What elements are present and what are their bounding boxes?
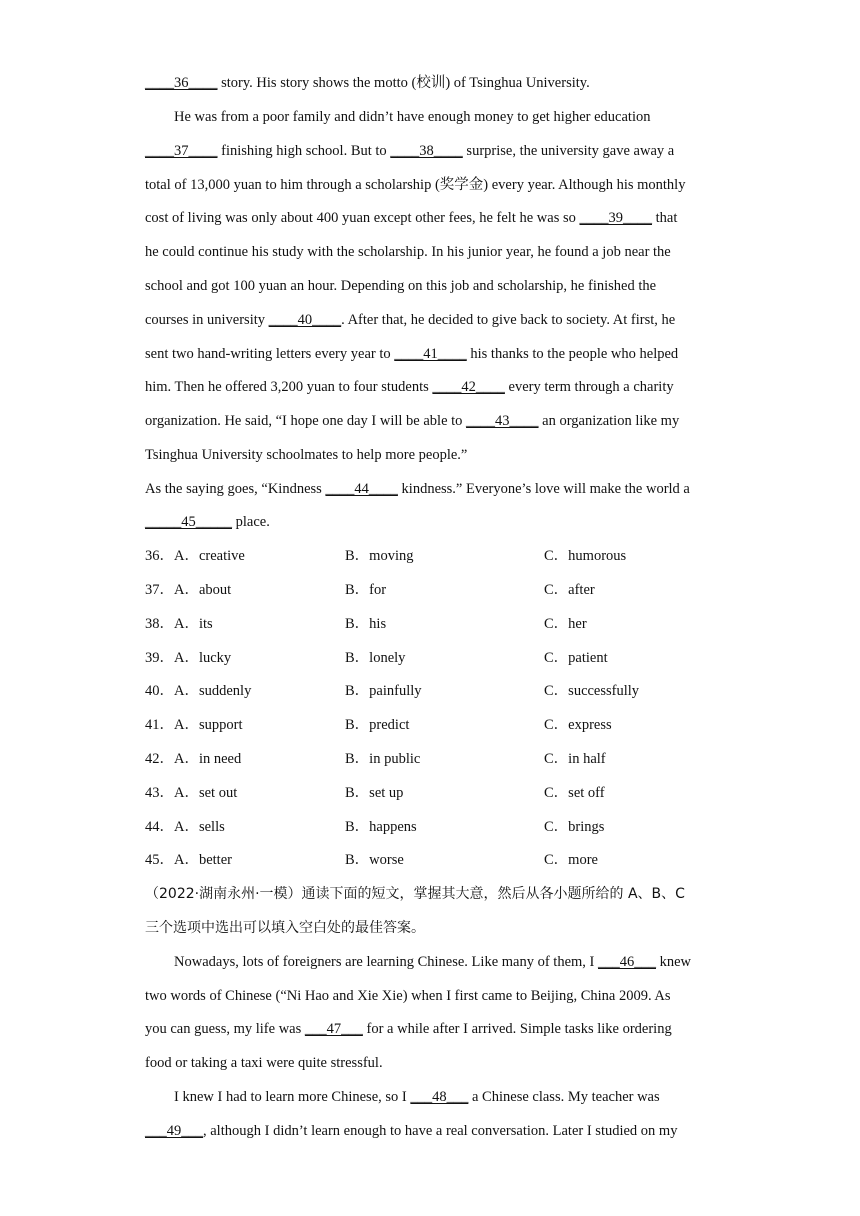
question-41-options — [145, 715, 745, 735]
text: kindness.” Everyone’s love will make the world a — [397, 481, 690, 497]
blank-48[interactable]: ___48___ — [410, 1089, 469, 1105]
passage1-line-12 — [145, 445, 467, 465]
option-45[interactable] — [145, 850, 232, 870]
text: sent two hand-writing letters every year to — [145, 346, 395, 362]
instruction-line-1: （2022·湖南永州·一模）通读下面的短文，掌握其大意，然后从各小题所给的 A、B、C — [145, 886, 685, 902]
option-b[interactable]: B．set up — [345, 785, 404, 801]
text: organization. He said, “I hope one day I will be able to — [145, 413, 467, 429]
question-number: 41． — [145, 717, 174, 733]
text: He was from a poor family and didn’t have enough money to get higher education — [174, 109, 651, 125]
passage1-line-4 — [145, 175, 685, 195]
option-b[interactable]: B．for — [345, 582, 387, 598]
option-a[interactable]: A．its — [174, 616, 213, 632]
text: you can guess, my life was — [145, 1021, 305, 1037]
option-b[interactable]: B．predict — [345, 717, 410, 733]
text: knew — [656, 954, 692, 970]
option-c[interactable]: C．more — [544, 852, 598, 868]
passage1-line-10 — [145, 377, 674, 397]
text: he could continue his study with the scholarship. In his junior year, he found a job near the — [145, 244, 671, 260]
passage1-line-3 — [145, 141, 674, 161]
option-39[interactable] — [145, 648, 231, 668]
option-40[interactable] — [145, 681, 251, 701]
option-a[interactable]: A．set out — [174, 785, 238, 801]
blank-41[interactable]: ____41____ — [394, 346, 467, 362]
text: place. — [232, 514, 270, 530]
blank-39[interactable]: ____39____ — [579, 210, 652, 226]
blank-40[interactable]: ____40____ — [268, 312, 342, 328]
question-45-options — [145, 850, 745, 870]
option-b[interactable]: B．painfully — [345, 683, 422, 699]
option-b[interactable]: B．moving — [345, 548, 414, 564]
passage2-line-2: two words of Chinese (“Ni Hao and Xie Xie) when I first came to Beijing, China 2009. As — [145, 988, 671, 1004]
blank-46[interactable]: ___46___ — [598, 954, 656, 970]
passage1-line-1 — [145, 73, 590, 93]
text: an organization like my — [538, 413, 680, 429]
text: , although I didn’t learn enough to have a real conversation. Later I studied on my — [203, 1123, 678, 1139]
option-37[interactable] — [145, 580, 231, 600]
option-c[interactable]: C．express — [544, 717, 612, 733]
option-42[interactable] — [145, 749, 241, 769]
blank-42[interactable]: ____42____ — [432, 379, 505, 395]
passage2-line-4: food or taking a taxi were quite stressful. — [145, 1055, 383, 1071]
blank-37[interactable]: ____37____ — [145, 143, 218, 159]
option-c[interactable]: C．humorous — [544, 548, 627, 564]
text: cost of living was only about 400 yuan except other fees, he felt he was so — [145, 210, 580, 226]
option-b[interactable]: B．in public — [345, 751, 421, 767]
text: total of 13,000 yuan to him through a scholarship (奖学金) every year. Although his monthly — [145, 177, 686, 193]
option-41[interactable] — [145, 715, 242, 735]
option-b[interactable]: B．his — [345, 616, 387, 632]
blank-44[interactable]: ____44____ — [325, 481, 398, 497]
text: him. Then he offered 3,200 yuan to four students — [145, 379, 433, 395]
text: . After that, he decided to give back to society. At first, he — [341, 312, 676, 328]
option-c[interactable]: C．patient — [544, 650, 608, 666]
option-a[interactable]: A．suddenly — [174, 683, 252, 699]
option-44[interactable] — [145, 817, 225, 837]
text: surprise, the university gave away a — [462, 143, 675, 159]
question-number: 40． — [145, 683, 174, 699]
option-c[interactable]: C．her — [544, 616, 587, 632]
option-a[interactable]: A．in need — [174, 751, 242, 767]
blank-47[interactable]: ___47___ — [304, 1021, 363, 1037]
passage1-line-11 — [145, 411, 679, 431]
option-a[interactable]: A．sells — [174, 819, 225, 835]
option-c[interactable]: C．in half — [544, 751, 606, 767]
question-number: 37． — [145, 582, 174, 598]
question-39-options — [145, 648, 745, 668]
passage2-line-5 — [174, 1087, 660, 1107]
question-number: 45． — [145, 852, 174, 868]
blank-36[interactable]: ____36____ — [145, 75, 218, 91]
passage1-line-13 — [145, 479, 690, 499]
option-a[interactable]: A．about — [174, 582, 232, 598]
option-a[interactable]: A．lucky — [174, 650, 232, 666]
question-number: 39． — [145, 650, 174, 666]
question-number: 44． — [145, 819, 174, 835]
passage1-line-14 — [145, 512, 270, 532]
blank-49[interactable]: ___49___ — [145, 1123, 203, 1139]
passage1-line-2 — [174, 107, 651, 127]
passage2-line-1 — [174, 952, 691, 972]
option-a[interactable]: A．creative — [174, 548, 245, 564]
question-42-options — [145, 749, 745, 769]
question-number: 42． — [145, 751, 174, 767]
text: Tsinghua University schoolmates to help more people.” — [145, 447, 468, 463]
option-c[interactable]: C．successfully — [544, 683, 640, 699]
blank-38[interactable]: ____38____ — [390, 143, 463, 159]
question-37-options — [145, 580, 745, 600]
passage1-line-6 — [145, 242, 671, 262]
option-b[interactable]: B．happens — [345, 819, 417, 835]
question-43-options — [145, 783, 745, 803]
text: courses in university — [145, 312, 269, 328]
question-number: 36． — [145, 548, 174, 564]
passage1-line-8 — [145, 310, 675, 330]
instruction-line-2: 三个选项中选出可以填入空白处的最佳答案。 — [145, 920, 425, 936]
question-number: 43． — [145, 785, 174, 801]
option-a[interactable]: A．better — [174, 852, 232, 868]
text: finishing high school. But to — [217, 143, 391, 159]
question-number: 38． — [145, 616, 174, 632]
option-a[interactable]: A．support — [174, 717, 243, 733]
text: his thanks to the people who helped — [466, 346, 679, 362]
text: I knew I had to learn more Chinese, so I — [174, 1089, 411, 1105]
passage2-line-3 — [145, 1019, 672, 1039]
option-c[interactable]: C．brings — [544, 819, 605, 835]
text: a Chinese class. My teacher was — [468, 1089, 660, 1105]
question-36-options — [145, 546, 745, 566]
question-40-options — [145, 681, 745, 701]
option-c[interactable]: C．after — [544, 582, 595, 598]
text: story. His story shows the motto (校训) of Tsinghua University. — [217, 75, 590, 91]
option-c[interactable]: C．set off — [544, 785, 605, 801]
option-b[interactable]: B．worse — [345, 852, 404, 868]
option-36[interactable] — [145, 546, 245, 566]
question-38-options — [145, 614, 745, 634]
passage1-line-7 — [145, 276, 656, 296]
passage2-line-6 — [145, 1121, 677, 1141]
option-43[interactable] — [145, 783, 237, 803]
option-b[interactable]: B．lonely — [345, 650, 406, 666]
text: school and got 100 yuan an hour. Depending on this job and scholarship, he finished the — [145, 278, 657, 294]
question-44-options — [145, 817, 745, 837]
blank-45[interactable]: _____45_____ — [145, 514, 232, 530]
text: As the saying goes, “Kindness — [145, 481, 326, 497]
option-38[interactable] — [145, 614, 213, 634]
passage1-line-5 — [145, 208, 677, 228]
passage1-line-9 — [145, 344, 678, 364]
blank-43[interactable]: ____43____ — [466, 413, 539, 429]
text: every term through a charity — [504, 379, 674, 395]
text: Nowadays, lots of foreigners are learning Chinese. Like many of them, I — [174, 954, 598, 970]
text: that — [651, 210, 678, 226]
text: for a while after I arrived. Simple tasks like ordering — [362, 1021, 672, 1037]
